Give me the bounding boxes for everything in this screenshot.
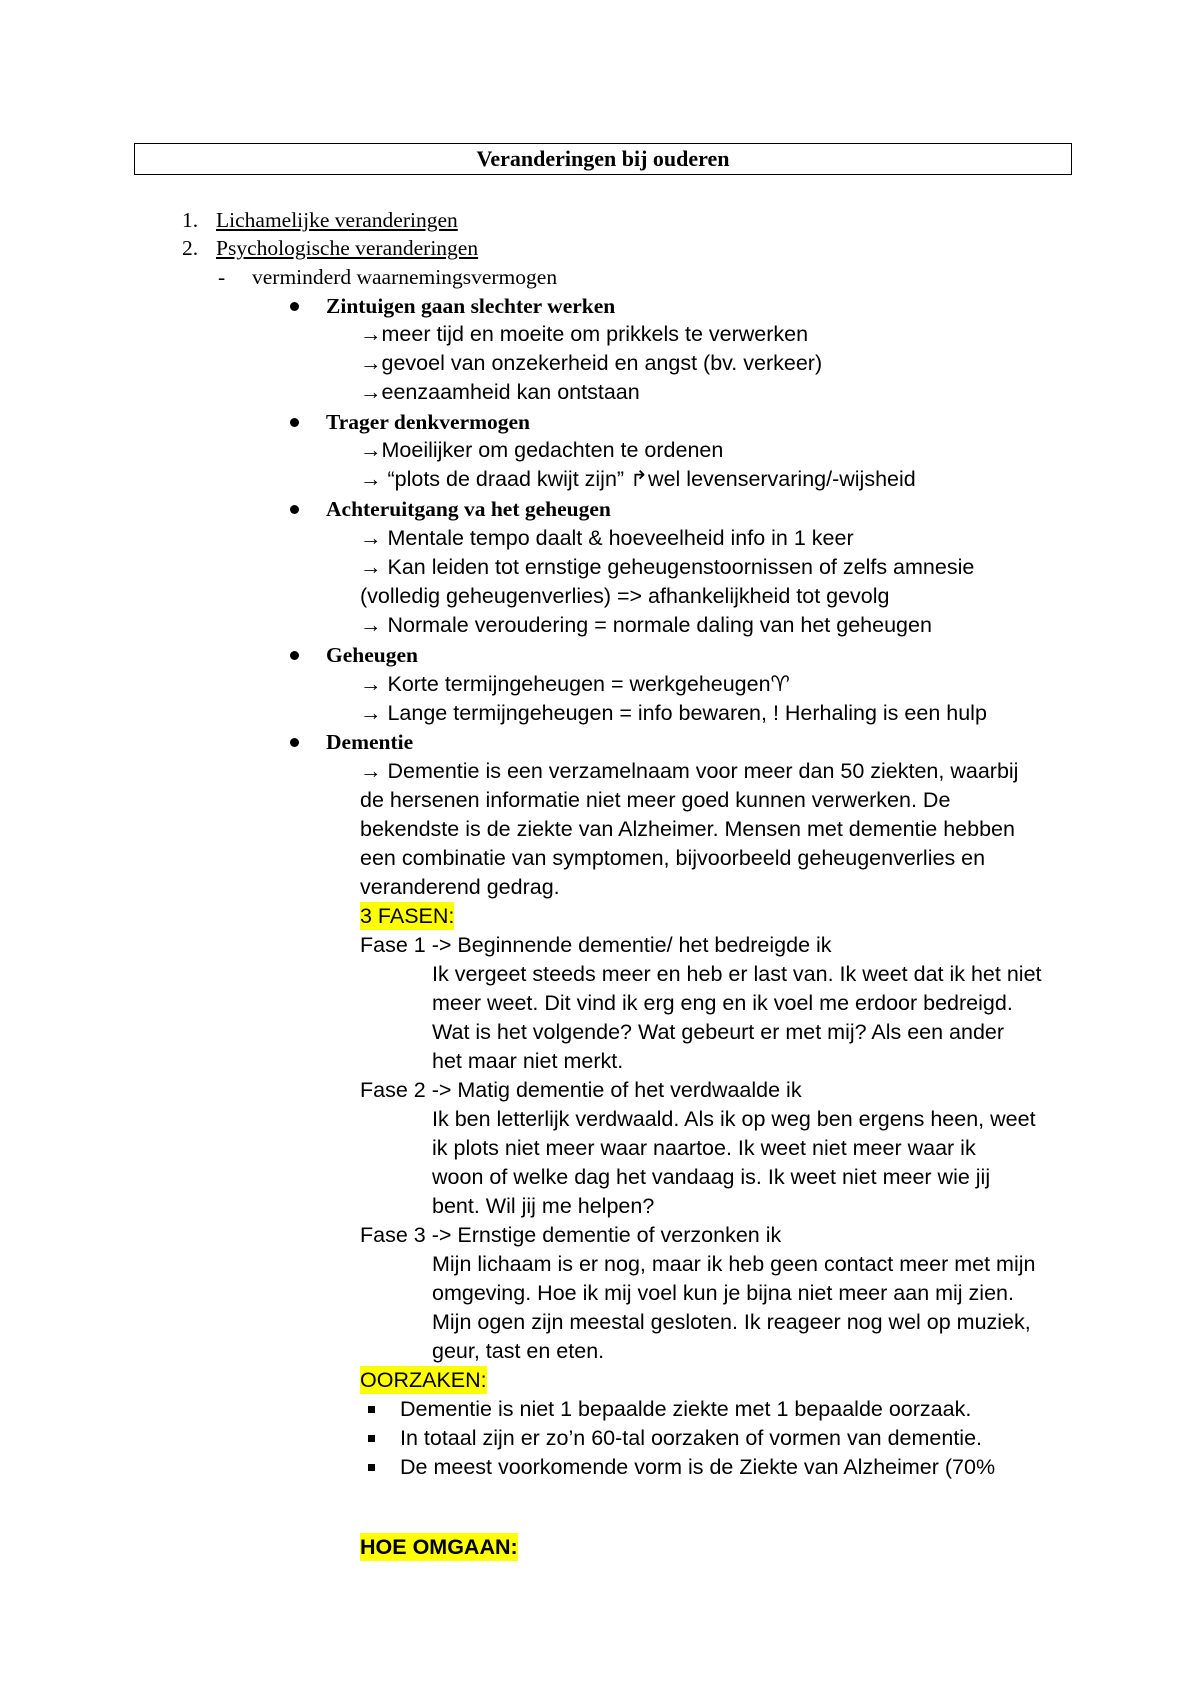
fase-2-line-4: bent. Wil jij me helpen? <box>432 1194 655 1218</box>
zintuigen-line-1: →meer tijd en moeite om prikkels te verwerken <box>360 322 809 346</box>
fase-3-line-1: Mijn lichaam is er nog, maar ik heb geen contact meer met mijn <box>432 1252 1036 1276</box>
oorzaken-item-2: In totaal zijn er zo’n 60-tal oorzaken of vormen van dementie. <box>400 1426 983 1450</box>
achteruitgang-line-4: → Normale veroudering = normale daling van het geheugen <box>360 613 932 637</box>
list-item-psychologische: Psychologische veranderingen <box>216 236 479 260</box>
fase-2-line-2: ik plots niet meer waar naartoe. Ik weet niet meer waar ik <box>432 1136 976 1160</box>
square-bullet-icon <box>368 1406 375 1413</box>
fase-1-line-1: Ik vergeet steeds meer en heb er last van. Ik weet dat ik het niet <box>432 962 1042 986</box>
heading-trager: Trager denkvermogen <box>326 410 531 434</box>
dementie-line-5: veranderend gedrag. <box>360 875 560 899</box>
dash-marker: - <box>218 265 226 289</box>
fase-2-line-1: Ik ben letterlijk verdwaald. Als ik op weg ben ergens heen, weet <box>432 1107 1036 1131</box>
omgaan-label: HOE OMGAAN: <box>360 1535 518 1559</box>
dementie-line-3: bekendste is de ziekte van Alzheimer. Mensen met dementie hebben <box>360 817 1015 841</box>
heading-geheugen: Geheugen <box>326 643 418 667</box>
oorzaken-item-3: De meest voorkomende vorm is de Ziekte van Alzheimer (70% <box>400 1455 996 1479</box>
fase-3-line-4: geur, tast en eten. <box>432 1339 605 1363</box>
achteruitgang-line-3: (volledig geheugenverlies) => afhankelijkheid tot gevolg <box>360 584 890 608</box>
bullet-dot-icon <box>290 738 299 747</box>
achteruitgang-line-1: → Mentale tempo daalt & hoeveelheid info in 1 keer <box>360 526 854 550</box>
dementie-line-4: een combinatie van symptomen, bijvoorbeeld geheugenverlies en <box>360 846 986 870</box>
list-number-2: 2. <box>182 236 199 260</box>
fase-2-title: Fase 2 -> Matig dementie of het verdwaalde ik <box>360 1078 802 1102</box>
fase-1-line-2: meer weet. Dit vind ik erg eng en ik voel me erdoor bedreigd. <box>432 991 1013 1015</box>
page-title: Veranderingen bij ouderen <box>134 143 1072 175</box>
fase-1-title: Fase 1 -> Beginnende dementie/ het bedreigde ik <box>360 933 832 957</box>
bullet-dot-icon <box>290 418 299 427</box>
list-number-1: 1. <box>182 208 199 232</box>
trager-line-2: → “plots de draad kwijt zijn” ↱wel levenservaring/-wijsheid <box>360 467 916 491</box>
heading-zintuigen: Zintuigen gaan slechter werken <box>326 294 616 318</box>
dash-item-text: verminderd waarnemingsvermogen <box>252 265 558 289</box>
dementie-line-1: → Dementie is een verzamelnaam voor meer dan 50 ziekten, waarbij <box>360 759 1019 783</box>
achteruitgang-line-2: → Kan leiden tot ernstige geheugenstoornissen of zelfs amnesie <box>360 555 975 579</box>
geheugen-line-2: → Lange termijngeheugen = info bewaren, ! Herhaling is een hulp <box>360 701 987 725</box>
oorzaken-item-1: Dementie is niet 1 bepaalde ziekte met 1 bepaalde oorzaak. <box>400 1397 972 1421</box>
square-bullet-icon <box>368 1464 375 1471</box>
fase-3-line-2: omgeving. Hoe ik mij voel kun je bijna niet meer aan mij zien. <box>432 1281 1014 1305</box>
square-bullet-icon <box>368 1435 375 1442</box>
oorzaken-label: OORZAKEN: <box>360 1368 487 1392</box>
fase-1-line-3: Wat is het volgende? Wat gebeurt er met mij? Als een ander <box>432 1020 1005 1044</box>
geheugen-line-1: → Korte termijngeheugen = werkgeheugen♈ <box>360 672 790 696</box>
fase-2-line-3: woon of welke dag het vandaag is. Ik weet niet meer wie jij <box>432 1165 991 1189</box>
fase-1-line-4: het maar niet merkt. <box>432 1049 624 1073</box>
dementie-line-2: de hersenen informatie niet meer goed kunnen verwerken. De <box>360 788 951 812</box>
zintuigen-line-2: →gevoel van onzekerheid en angst (bv. verkeer) <box>360 351 823 375</box>
zintuigen-line-3: →eenzaamheid kan ontstaan <box>360 380 640 404</box>
bullet-dot-icon <box>290 651 299 660</box>
heading-dementie: Dementie <box>326 730 414 754</box>
fase-3-title: Fase 3 -> Ernstige dementie of verzonken ik <box>360 1223 782 1247</box>
bullet-dot-icon <box>290 505 299 514</box>
heading-achteruitgang: Achteruitgang va het geheugen <box>326 497 611 521</box>
bullet-dot-icon <box>290 302 299 311</box>
fasen-label: 3 FASEN: <box>360 904 455 928</box>
trager-line-1: →Moeilijker om gedachten te ordenen <box>360 438 724 462</box>
fase-3-line-3: Mijn ogen zijn meestal gesloten. Ik reageer nog wel op muziek, <box>432 1310 1031 1334</box>
list-item-lichamelijke: Lichamelijke veranderingen <box>216 208 458 232</box>
